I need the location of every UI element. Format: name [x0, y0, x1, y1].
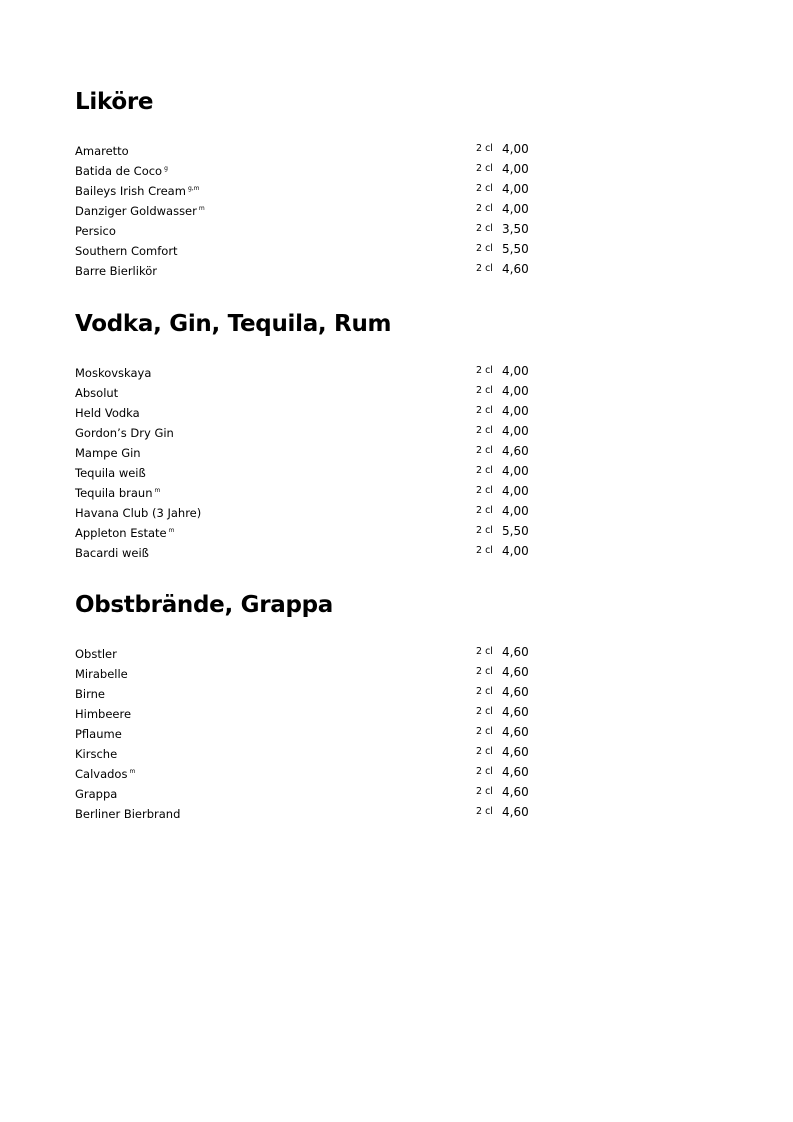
drink-name-text: Havana Club (3 Jahre): [75, 506, 202, 520]
drink-name: [75, 742, 119, 764]
drink-name-text: Gordon’s Dry Gin: [75, 426, 174, 440]
serving-size: 2 cl: [476, 806, 493, 817]
drink-name-text: Barre Bierlikör: [75, 264, 157, 278]
serving-size: 2 cl: [476, 465, 493, 476]
drink-name-text: Southern Comfort: [75, 244, 178, 258]
serving-size: 2 cl: [476, 686, 493, 697]
serving-size: 2 cl: [476, 525, 493, 536]
price: 4,60: [502, 685, 529, 699]
section-likoere: [75, 88, 535, 279]
drink-item: [75, 401, 535, 421]
drink-name-text: Danziger Goldwasser: [75, 204, 197, 218]
drink-name: [75, 702, 133, 724]
serving-size: 2 cl: [476, 223, 493, 234]
drink-name: [75, 722, 124, 744]
price: 4,00: [502, 484, 529, 498]
drink-name: [75, 782, 119, 804]
price: 4,00: [502, 464, 529, 478]
drink-name: [75, 662, 130, 684]
price: 4,00: [502, 182, 529, 196]
section-title: Obstbrände, Grappa: [75, 592, 333, 618]
drink-name: [75, 179, 200, 201]
serving-size: 2 cl: [476, 786, 493, 797]
price: 4,60: [502, 805, 529, 819]
price: 4,60: [502, 262, 529, 276]
drink-name-text: Held Vodka: [75, 406, 140, 420]
drink-item: [75, 179, 535, 199]
drink-name-text: Grappa: [75, 787, 118, 801]
drink-item: [75, 199, 535, 219]
serving-size: 2 cl: [476, 143, 493, 154]
price: 4,60: [502, 765, 529, 779]
drink-name: [75, 501, 203, 523]
drink-name: [75, 159, 168, 181]
drink-item: [75, 682, 535, 702]
drink-item: [75, 762, 535, 782]
drink-item: [75, 361, 535, 381]
serving-size: 2 cl: [476, 243, 493, 254]
drink-item: [75, 541, 535, 561]
serving-size: 2 cl: [476, 706, 493, 717]
drink-name: [75, 361, 153, 383]
price: 4,00: [502, 142, 529, 156]
drink-item: [75, 219, 535, 239]
serving-size: 2 cl: [476, 163, 493, 174]
drink-name: [75, 259, 159, 281]
serving-size: 2 cl: [476, 726, 493, 737]
drink-name: [75, 682, 107, 704]
drink-name: [75, 441, 143, 463]
allergen-note: m: [129, 768, 136, 775]
serving-size: 2 cl: [476, 263, 493, 274]
drink-list: [75, 361, 535, 561]
drink-name: [75, 139, 131, 161]
drink-item: [75, 521, 535, 541]
drink-item: [75, 461, 535, 481]
price: 4,00: [502, 504, 529, 518]
drink-name-text: Pflaume: [75, 727, 122, 741]
section-title: Liköre: [75, 89, 154, 115]
drink-item: [75, 381, 535, 401]
drink-item: [75, 501, 535, 521]
allergen-note: m: [154, 487, 161, 494]
drink-name-text: Tequila weiß: [75, 466, 146, 480]
drink-name: [75, 461, 148, 483]
price: 5,50: [502, 242, 529, 256]
drink-item: [75, 139, 535, 159]
drink-name: [75, 199, 205, 221]
price: 4,00: [502, 364, 529, 378]
price: 4,60: [502, 665, 529, 679]
price: 4,00: [502, 544, 529, 558]
serving-size: 2 cl: [476, 183, 493, 194]
serving-size: 2 cl: [476, 766, 493, 777]
drink-name: [75, 762, 135, 784]
price: 5,50: [502, 524, 529, 538]
drink-name: [75, 401, 142, 423]
drink-name-text: Mirabelle: [75, 667, 128, 681]
serving-size: 2 cl: [476, 646, 493, 657]
price: 4,00: [502, 202, 529, 216]
serving-size: 2 cl: [476, 485, 493, 496]
serving-size: 2 cl: [476, 405, 493, 416]
drink-list: [75, 642, 535, 822]
drink-item: [75, 722, 535, 742]
serving-size: 2 cl: [476, 666, 493, 677]
allergen-note: m: [168, 527, 175, 534]
drink-name-text: Birne: [75, 687, 105, 701]
drink-item: [75, 239, 535, 259]
serving-size: 2 cl: [476, 445, 493, 456]
drink-list: [75, 139, 535, 279]
price: 4,00: [502, 404, 529, 418]
price: 4,00: [502, 424, 529, 438]
drink-name: [75, 421, 176, 443]
drink-name: [75, 521, 174, 543]
drink-name-text: Absolut: [75, 386, 119, 400]
drink-name: [75, 481, 160, 503]
allergen-note: m: [198, 205, 205, 212]
drink-name: [75, 541, 151, 563]
price: 4,60: [502, 725, 529, 739]
drink-name-text: Moskovskaya: [75, 366, 152, 380]
serving-size: 2 cl: [476, 425, 493, 436]
drink-name: [75, 802, 182, 824]
drink-name-text: Kirsche: [75, 747, 118, 761]
drink-name: [75, 239, 180, 261]
price: 4,60: [502, 645, 529, 659]
price: 3,50: [502, 222, 529, 236]
drink-item: [75, 441, 535, 461]
price: 4,00: [502, 384, 529, 398]
price: 4,00: [502, 162, 529, 176]
drink-name-text: Himbeere: [75, 707, 132, 721]
drink-name: [75, 642, 119, 664]
drink-name: [75, 381, 120, 403]
drink-item: [75, 802, 535, 822]
serving-size: 2 cl: [476, 746, 493, 757]
drink-name-text: Obstler: [75, 647, 117, 661]
drink-name-text: Bacardi weiß: [75, 546, 149, 560]
section-vodka-gin-tequila-rum: [75, 310, 535, 561]
drink-item: [75, 782, 535, 802]
drink-item: [75, 159, 535, 179]
allergen-note: g: [164, 165, 168, 172]
drink-item: [75, 742, 535, 762]
drink-name-text: Mampe Gin: [75, 446, 141, 460]
drink-name-text: Batida de Coco: [75, 164, 163, 178]
serving-size: 2 cl: [476, 505, 493, 516]
price: 4,60: [502, 745, 529, 759]
serving-size: 2 cl: [476, 545, 493, 556]
drink-item: [75, 259, 535, 279]
serving-size: 2 cl: [476, 385, 493, 396]
drink-item: [75, 421, 535, 441]
allergen-note: g,m: [187, 185, 200, 192]
drink-name-text: Persico: [75, 224, 116, 238]
drink-item: [75, 642, 535, 662]
drink-name: [75, 219, 118, 241]
drink-name-text: Appleton Estate: [75, 526, 167, 540]
serving-size: 2 cl: [476, 365, 493, 376]
section-obstbraende-grappa: [75, 591, 535, 822]
drink-name-text: Calvados: [75, 767, 128, 781]
drink-item: [75, 662, 535, 682]
drink-item: [75, 481, 535, 501]
drink-name-text: Tequila braun: [75, 486, 153, 500]
price: 4,60: [502, 705, 529, 719]
drink-item: [75, 702, 535, 722]
price: 4,60: [502, 444, 529, 458]
drink-name-text: Baileys Irish Cream: [75, 184, 186, 198]
price: 4,60: [502, 785, 529, 799]
drink-name-text: Amaretto: [75, 144, 129, 158]
drink-name-text: Berliner Bierbrand: [75, 807, 181, 821]
serving-size: 2 cl: [476, 203, 493, 214]
section-title: Vodka, Gin, Tequila, Rum: [75, 311, 392, 337]
